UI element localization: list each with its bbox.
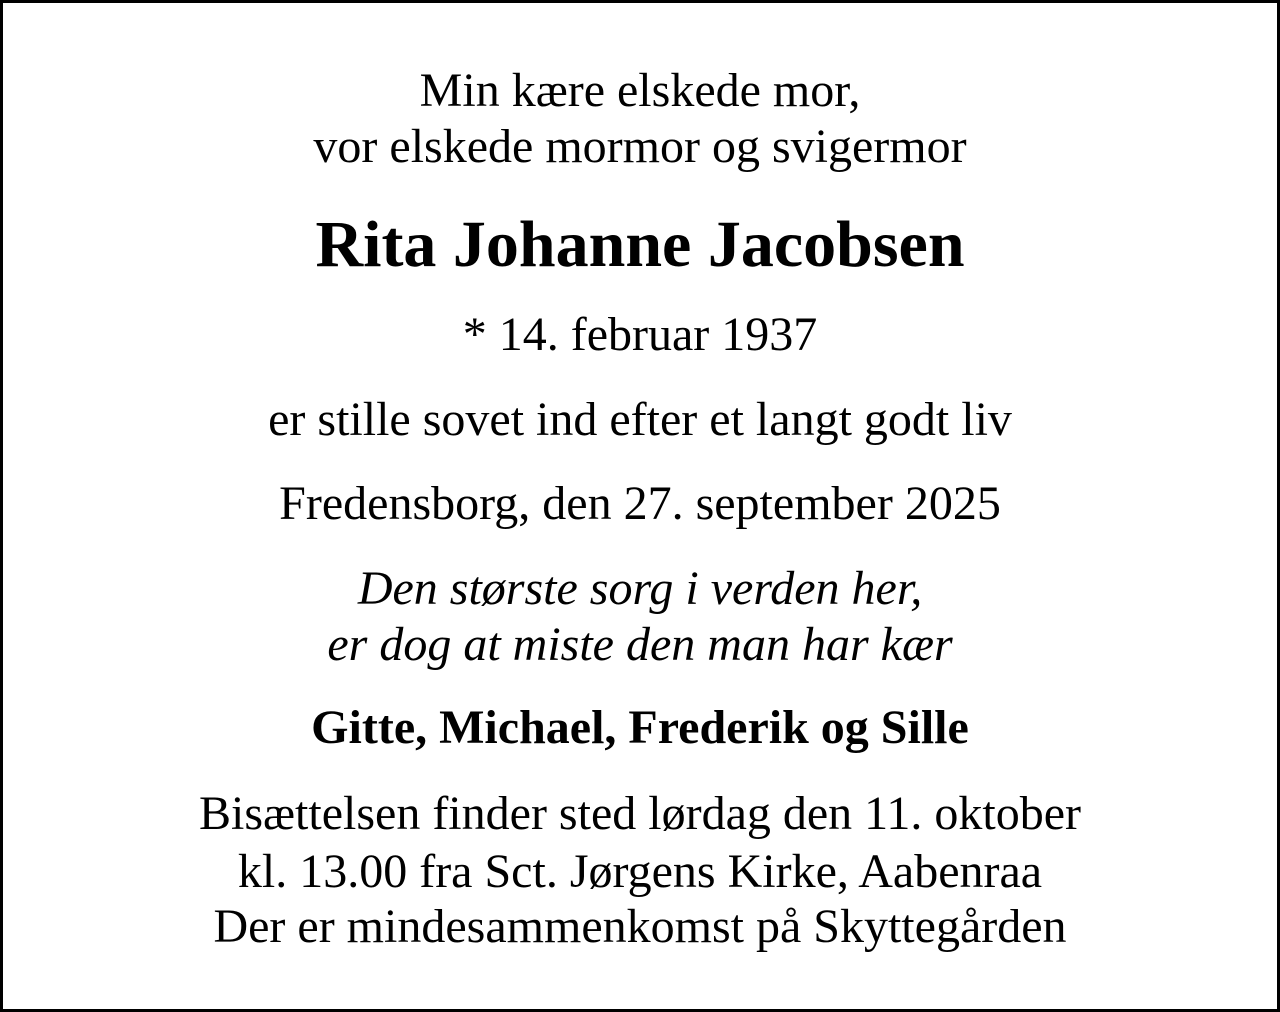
- place-and-date: Fredensborg, den 27. september 2025: [279, 477, 1001, 530]
- deceased-name: Rita Johanne Jacobsen: [315, 208, 965, 281]
- passing-text: er stille sovet ind efter et langt godt liv: [268, 393, 1012, 446]
- service-line-1: Bisættelsen finder sted lørdag den 11. oktober: [198, 787, 1082, 840]
- intro-line-2: vor elskede mormor og svigermor: [313, 120, 967, 173]
- family-names: Gitte, Michael, Frederik og Sille: [311, 701, 969, 754]
- birth-date: * 14. februar 1937: [462, 308, 818, 361]
- verse-line-2: er dog at miste den man har kær: [327, 618, 953, 671]
- verse-line-1: Den største sorg i verden her,: [357, 562, 923, 615]
- service-line-2: kl. 13.00 fra Sct. Jørgens Kirke, Aabenraa: [237, 845, 1043, 898]
- intro-line-1: Min kære elskede mor,: [419, 64, 861, 117]
- service-line-3: Der er mindesammenkomst på Skyttegården: [213, 900, 1067, 953]
